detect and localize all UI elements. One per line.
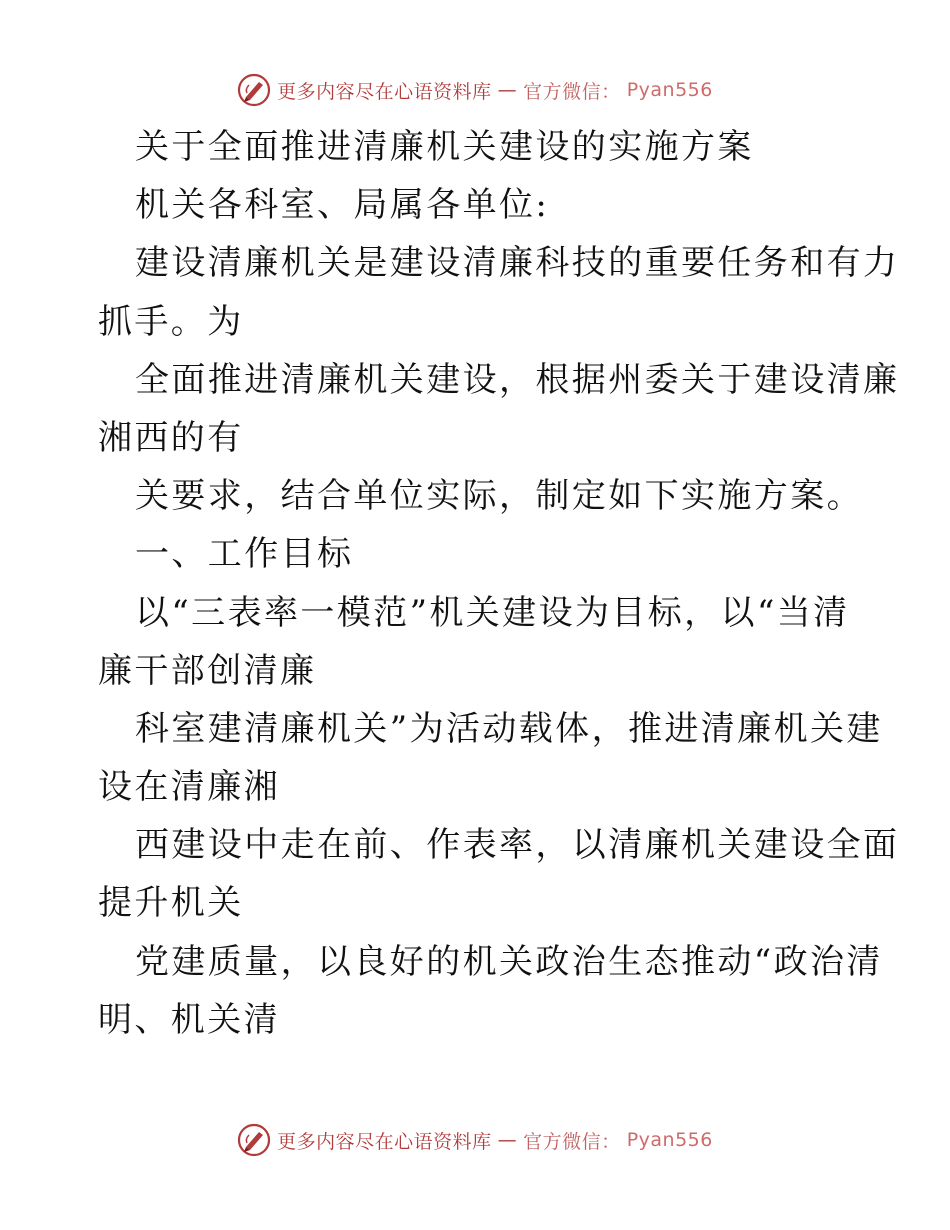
document-line: 关于全面推进清廉机关建设的实施方案 xyxy=(135,127,754,167)
watermark-wechat-id: Pyan556 xyxy=(626,1129,713,1151)
watermark-dash: — xyxy=(497,1129,518,1151)
header-watermark xyxy=(0,70,950,110)
document-line: 机关各科室、局属各单位: xyxy=(135,185,550,226)
document-line: 建设清廉机关是建设清廉科技的重要任务和有力 xyxy=(135,243,900,284)
document-line: 一、工作目标 xyxy=(135,534,354,575)
document-line: 提升机关 xyxy=(98,883,244,924)
watermark-wechat-label: 官方微信： xyxy=(523,1130,621,1153)
watermark-dash: — xyxy=(497,79,518,101)
document-line: 全面推进清廉机关建设，根据州委关于建设清廉 xyxy=(135,359,900,400)
document-line: 以“三表率一模范”机关建设为目标，以“当清 xyxy=(135,592,850,633)
document-line: 关要求，结合单位实际，制定如下实施方案。 xyxy=(135,476,863,517)
watermark-wechat-label: 官方微信： xyxy=(523,80,621,103)
document-line: 抓手。为 xyxy=(98,301,244,342)
pen-logo-icon xyxy=(237,1123,271,1157)
document-line: 设在清廉湘 xyxy=(98,767,280,808)
document-line: 科室建清廉机关”为活动载体，推进清廉机关建 xyxy=(135,708,883,749)
footer-watermark xyxy=(0,1120,950,1160)
document-line: 党建质量，以良好的机关政治生态推动“政治清 xyxy=(135,941,883,982)
pen-logo-icon xyxy=(237,73,271,107)
document-line: 西建设中走在前、作表率，以清廉机关建设全面 xyxy=(135,825,900,866)
watermark-site-text: 更多内容尽在心语资料库 xyxy=(277,80,492,103)
document-body xyxy=(98,118,900,1049)
document-line: 明、机关清 xyxy=(98,999,280,1040)
watermark-wechat-id: Pyan556 xyxy=(626,79,713,101)
watermark-site-text: 更多内容尽在心语资料库 xyxy=(277,1130,492,1153)
document-line: 廉干部创清廉 xyxy=(98,650,317,691)
document-line: 湘西的有 xyxy=(98,417,244,458)
